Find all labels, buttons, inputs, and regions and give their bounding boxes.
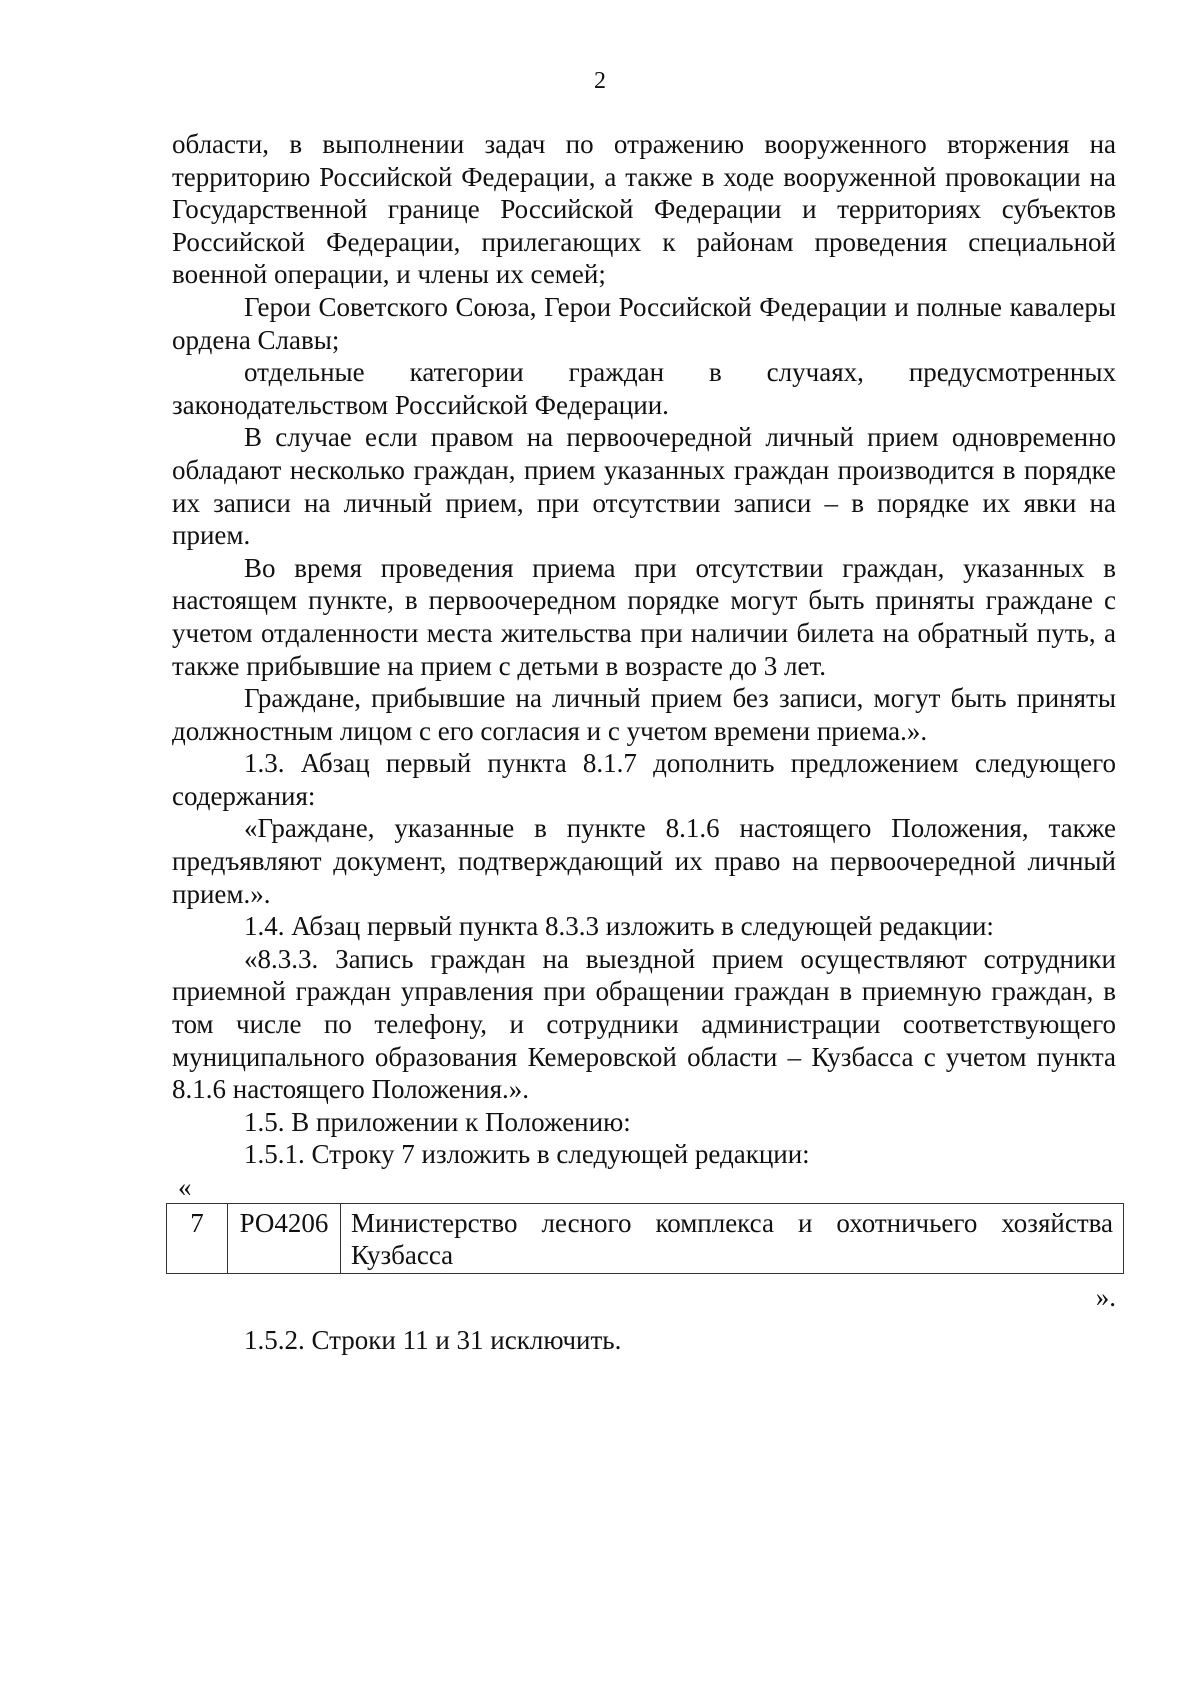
paragraph-without-appointment: Граждане, прибывшие на личный прием без записи, могут быть приняты должностным лицом с его согласия и с учетом времени приема.». bbox=[172, 683, 1116, 746]
document-body bbox=[172, 128, 1116, 1357]
paragraph-continuation: области, в выполнении задач по отражению вооруженного вторжения на территорию Российской Федерации, а также в ходе вооруженной провокации на Государственной границе Российской Федерации и территориях субъектов Российской Федерации, прилегающих к районам проведения специальной военной операции, и члены их семей; bbox=[172, 129, 1116, 290]
table-row bbox=[167, 1204, 1124, 1274]
paragraph-item-1-5-1: 1.5.1. Строку 7 изложить в следующей редакции: bbox=[244, 1139, 810, 1170]
row-name-cell: Министерство лесного комплекса и охотничьего хозяйства Кузбасса bbox=[341, 1204, 1124, 1274]
table-close-quote: ». bbox=[1095, 1282, 1116, 1312]
paragraph-item-1-5: 1.5. В приложении к Положению: bbox=[244, 1106, 631, 1137]
row-number-cell: 7 bbox=[167, 1204, 228, 1274]
paragraph-absence-order: Во время проведения приема при отсутствии граждан, указанных в настоящем пункте, в первоочередном порядке могут быть приняты граждане с учетом отдаленности места жительства при наличии билета на обратный путь, а также прибывшие на прием с детьми в возрасте до 3 лет. bbox=[172, 552, 1116, 681]
paragraph-other-categories: отдельные категории граждан в случаях, предусмотренных законодательством Российской Федерации. bbox=[172, 357, 1116, 420]
page-number: 2 bbox=[594, 68, 606, 94]
spacer bbox=[172, 1314, 1116, 1324]
paragraph-item-1-3-text: «Граждане, указанные в пункте 8.1.6 настоящего Положения, также предъявляют документ, подтверждающий их право на первоочередной личный прием.». bbox=[172, 813, 1116, 909]
paragraph-item-1-3: 1.3. Абзац первый пункта 8.1.7 дополнить предложением следующего содержания: bbox=[172, 748, 1116, 811]
paragraph-priority-order: В случае если правом на первоочередной личный прием одновременно обладают несколько граждан, прием указанных граждан производится в порядке их записи на личный прием, при отсутствии записи – в порядке их явки на прием. bbox=[172, 422, 1116, 551]
paragraph-heroes: Герои Советского Союза, Герои Российской Федерации и полные кавалеры ордена Славы; bbox=[172, 291, 1116, 355]
paragraph-item-1-4-text: «8.3.3. Запись граждан на выездной прием осуществляют сотрудники приемной граждан управления при обращении граждан в приемную граждан, в том числе по телефону, и сотрудники администрации соответствующего муниципального образования Кемеровской области – Кузбасса с учетом пункта 8.1.6 настоящего Положения.». bbox=[172, 943, 1116, 1105]
amendment-table bbox=[166, 1203, 1124, 1274]
table-open-quote: « bbox=[178, 1172, 192, 1202]
paragraph-item-1-5-2: 1.5.2. Строки 11 и 31 исключить. bbox=[244, 1325, 622, 1355]
paragraph-item-1-4: 1.4. Абзац первый пункта 8.3.3 изложить в следующей редакции: bbox=[244, 911, 994, 942]
row-code-cell: РО4206 bbox=[228, 1204, 341, 1274]
